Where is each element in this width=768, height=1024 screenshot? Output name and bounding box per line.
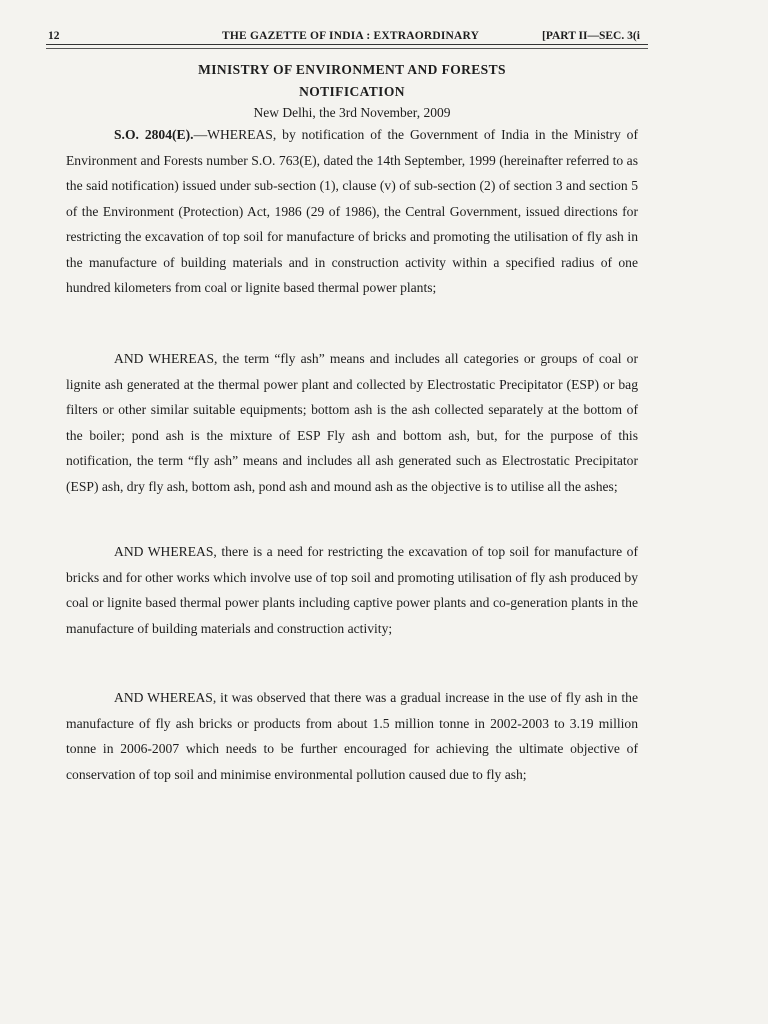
dateline: New Delhi, the 3rd November, 2009 (253, 105, 451, 120)
paragraph-4 (66, 685, 638, 787)
paragraph-3 (66, 539, 638, 641)
header-rule-top (46, 44, 648, 45)
paragraph-2-text: AND WHEREAS, the term “fly ash” means and includes all categories or groups of coal or lignite ash generated at the thermal power plant and collected by Electrostatic Precipitator (ESP) or bag filters or other similar suitable equipments; bottom ash is the ash collected separately at the bottom of the boiler; pond ash is the mixture of ESP Fly ash and bottom ash, but, for the purpose of this notification, the term “fly ash” means and includes all ash generated such as Electrostatic Precipitator (ESP) ash, dry fly ash, bottom ash, pond ash and mound ash as the objective is to utilise all the ashes; (66, 351, 638, 494)
header-rule-bottom (46, 48, 648, 49)
notification-heading: NOTIFICATION (299, 84, 405, 99)
page-number: 12 (48, 30, 60, 42)
ministry-heading: MINISTRY OF ENVIRONMENT AND FORESTS (198, 62, 506, 77)
paragraph-4-text: AND WHEREAS, it was observed that there was a gradual increase in the use of fly ash in the manufacture of fly ash bricks or products from about 1.5 million tonne in 2002-2003 to 3.19 million tonne in 2006-2007 which needs to be further encouraged for achieving the ultimate objective of conservation of top soil and minimise environmental pollution caused due to fly ash; (66, 690, 638, 782)
paragraph-2 (66, 346, 638, 499)
part-section: [PART II—SEC. 3(i (542, 30, 640, 42)
so-number: S.O. 2804(E). (114, 127, 194, 142)
paragraph-1-text: —WHEREAS, by notification of the Government of India in the Ministry of Environment and Forests number S.O. 763(E), dated the 14th September, 1999 (hereinafter referred to as the said notification) issued under sub-section (1), clause (v) of sub-section (2) of section 3 and section 5 of the Environment (Protection) Act, 1986 (29 of 1986), the Central Government, issued directions for restricting the excavation of top soil for manufacture of bricks and promoting the utilisation of fly ash in the manufacture of building materials and in construction activity within a specified radius of one hundred kilometers from coal or lignite based thermal power plants; (66, 127, 638, 295)
gazette-title: THE GAZETTE OF INDIA : EXTRAORDINARY (222, 30, 480, 42)
paragraph-1 (66, 122, 638, 301)
paragraph-3-text: AND WHEREAS, there is a need for restricting the excavation of top soil for manufacture of bricks and for other works which involve use of top soil and promoting utilisation of fly ash produced by coal or lignite based thermal power plants including captive power plants and co-generation plants in the manufacture of building materials and construction activity; (66, 544, 638, 636)
